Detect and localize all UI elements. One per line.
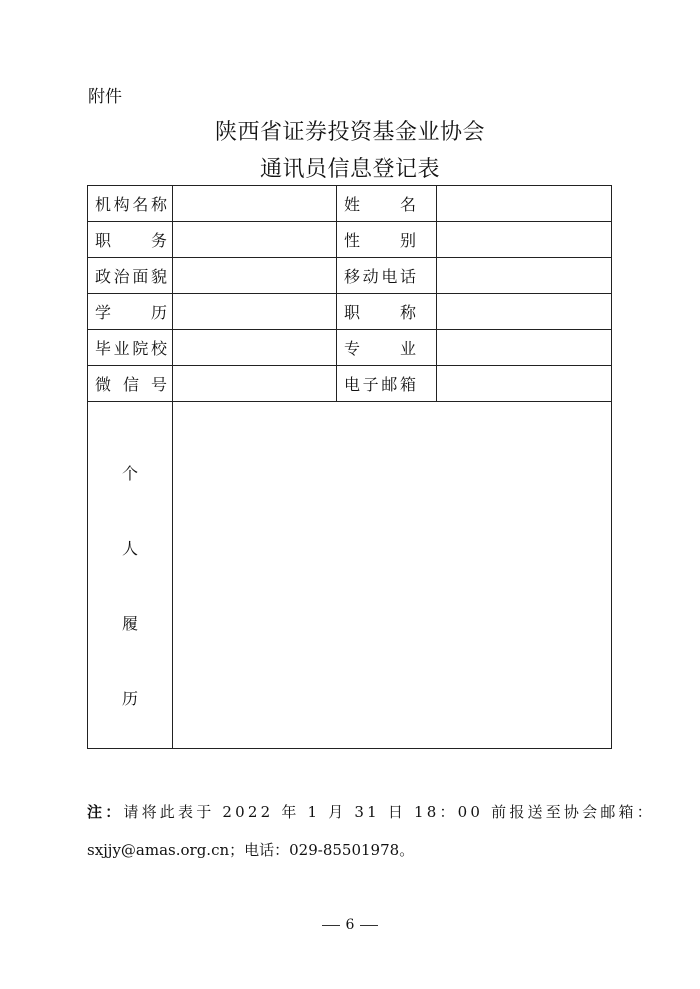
field-major[interactable]	[437, 330, 612, 366]
field-education[interactable]	[173, 294, 337, 330]
label-political-status: 政 治 面 貌	[88, 258, 173, 294]
form-row-3	[88, 258, 612, 294]
label-personal-resume: 个 人 履 历	[88, 402, 173, 749]
field-political-status[interactable]	[173, 258, 337, 294]
field-personal-resume[interactable]	[173, 402, 612, 749]
note-label: 注：	[87, 803, 124, 821]
attachment-label: 附件	[88, 87, 122, 107]
field-position[interactable]	[173, 222, 337, 258]
form-row-6	[88, 366, 612, 402]
label-position: 职 务	[88, 222, 173, 258]
field-gender[interactable]	[437, 222, 612, 258]
label-major: 专 业	[337, 330, 437, 366]
document-subtitle: 通讯员信息登记表	[259, 157, 440, 182]
field-graduated-school[interactable]	[173, 330, 337, 366]
label-graduated-school: 毕 业 院 校	[88, 330, 173, 366]
field-email[interactable]	[437, 366, 612, 402]
field-mobile-phone[interactable]	[437, 258, 612, 294]
form-row-2	[88, 222, 612, 258]
note-line-1	[87, 801, 655, 823]
form-row-1	[88, 186, 612, 222]
page-number-value: 6	[345, 917, 355, 933]
label-professional-title: 职 称	[337, 294, 437, 330]
label-wechat: 微 信 号	[88, 366, 173, 402]
note-line-2: sxjjy@amas.org.cn；电话：029-85501978。	[87, 841, 415, 859]
form-row-5	[88, 330, 612, 366]
field-institution-name[interactable]	[173, 186, 337, 222]
field-wechat[interactable]	[173, 366, 337, 402]
label-email: 电 子 邮 箱	[337, 366, 437, 402]
label-education: 学 历	[88, 294, 173, 330]
field-professional-title[interactable]	[437, 294, 612, 330]
label-mobile-phone: 移 动 电 话	[337, 258, 437, 294]
form-row-resume	[88, 402, 612, 749]
label-name: 姓 名	[337, 186, 437, 222]
note-text: 请将此表于 2022 年 1 月 31 日 18：00 前报送至协会邮箱：	[123, 803, 655, 821]
label-gender: 性 别	[337, 222, 437, 258]
label-institution-name: 机 构 名 称	[88, 186, 173, 222]
page-number	[0, 917, 700, 933]
form-row-4	[88, 294, 612, 330]
field-name[interactable]	[437, 186, 612, 222]
document-title: 陕西省证券投资基金业协会	[214, 120, 485, 145]
registration-form-table	[87, 185, 612, 749]
page-dash-left	[322, 925, 340, 926]
page-dash-right	[360, 925, 378, 926]
